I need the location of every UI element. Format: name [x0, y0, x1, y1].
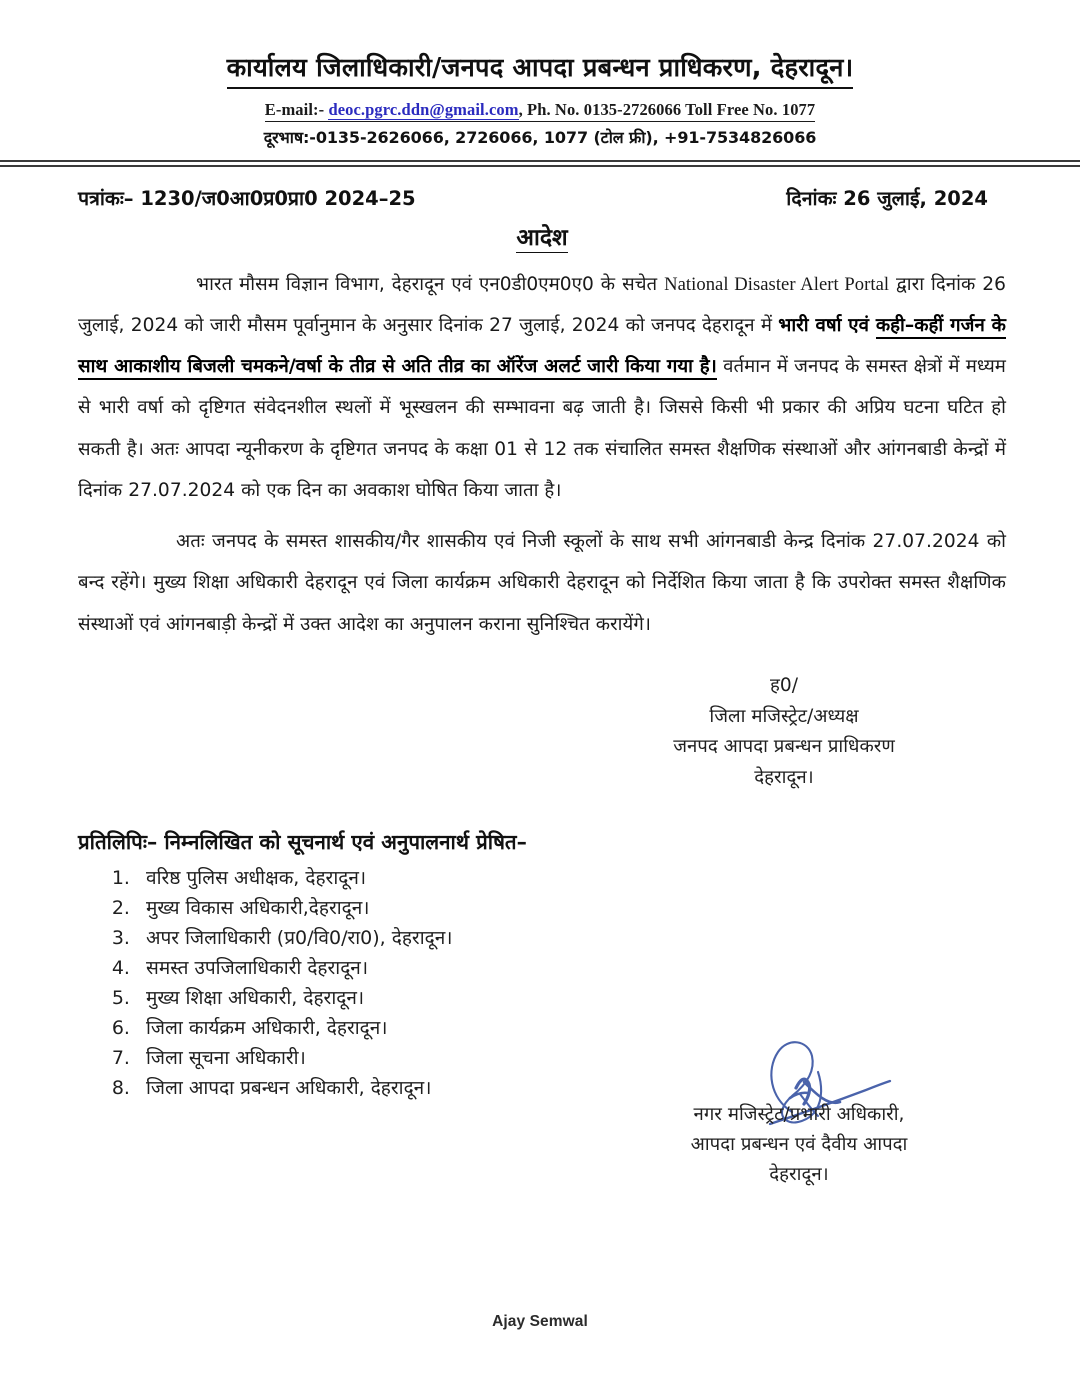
list-item: 4. समस्त उपजिलाधिकारी देहरादून।	[136, 953, 1006, 983]
alert-bold-text: भारी वर्षा एवं	[778, 314, 876, 336]
organization-title: कार्यालय जिलाधिकारी/जनपद आपदा प्रबन्धन प्राधिकरण, देहरादून।	[227, 52, 854, 89]
signature-bottom-line-1: नगर मजिस्ट्रेट/प्रभारी अधिकारी,	[693, 1104, 905, 1125]
list-item: 3. अपर जिलाधिकारी (प्र0/वि0/रा0), देहरादून।	[136, 923, 1006, 953]
para1-part-a: भारत मौसम विज्ञान विभाग, देहरादून एवं एन0डी0एम0ए0 के सचेत	[196, 273, 665, 295]
para1-part-c: वर्तमान में जनपद के समस्त क्षेत्रों में मध्यम से भारी वर्षा को दृष्टिगत संवेदनशील स्थलों में भूस्खलन की सम्भावना बढ़ जाती है। जिससे किसी भी प्रकार की अप्रिय घटना घटित हो सकती है। अतः आपदा न्यूनीकरण के दृष्टिगत जनपद के कक्षा 01 से 12 तक संचालित समस्त शैक्षणिक संस्थाओं और आंगनबाडी केन्द्रों में दिनांक 27.07.2024 को एक दिन का अवकाश घोषित किया जाता है।	[78, 356, 1006, 501]
signature-top-line-4: देहरादून।	[754, 767, 814, 789]
page-title	[78, 220, 1006, 252]
phone-text: , Ph. No. 0135-2726066 Toll Free No. 1077	[518, 99, 816, 119]
reference-number: पत्रांकः– 1230/ज0आ0प्र0प्रा0 2024–25	[78, 186, 416, 210]
signature-bottom-line-3: देहरादून।	[769, 1164, 829, 1186]
signature-top-line-1: ह0/	[770, 675, 798, 697]
para1-portal-name: National Disaster Alert Portal	[664, 273, 890, 295]
list-item: 6. जिला कार्यक्रम अधिकारी, देहरादून।	[136, 1013, 1006, 1043]
copy-to-heading: प्रतिलिपिः– निम्नलिखित को सूचनार्थ एवं अनुपालनार्थ प्रेषित–	[78, 829, 527, 854]
reference-row	[78, 184, 1006, 211]
body-text	[78, 264, 1006, 645]
list-item: 5. मुख्य शिक्षा अधिकारी, देहरादून।	[136, 983, 1006, 1013]
para2-text: अतः जनपद के समस्त शासकीय/गैर शासकीय एवं निजी स्कूलों के साथ सभी आंगनबाडी केन्द्र दिनांक 27.07.2024 को बन्द रहेंगे। मुख्य शिक्षा अधिकारी देहरादून एवं जिला कार्यक्रम अधिकारी देहरादून को निर्देशित किया जाता है कि उपरोक्त समस्त शैक्षणिक संस्थाओं एवं आंगनबाड़ी केन्द्रों में उक्त आदेश का अनुपालन कराना सुनिश्चित करायेंगे।	[78, 531, 1006, 635]
document-date: दिनांकः 26 जुलाई, 2024	[786, 186, 988, 210]
signature-bottom-line-2: आपदा प्रबन्धन एवं दैवीय आपदा	[690, 1134, 908, 1156]
contact-email-line	[0, 100, 1080, 122]
paragraph-1	[78, 264, 1006, 512]
list-item: 7. जिला सूचना अधिकारी।	[136, 1043, 1006, 1073]
list-item: 8. जिला आपदा प्रबन्धन अधिकारी, देहरादून।	[136, 1073, 1006, 1103]
telephone-line: दूरभाष:-0135-2626066, 2726066, 1077 (टोल फ्री), +91-7534826066	[263, 127, 817, 147]
signature-top-line-3: जनपद आपदा प्रबन्धन प्राधिकरण	[673, 736, 895, 758]
document-content	[0, 184, 1080, 1104]
signature-block-top	[584, 671, 984, 794]
order-heading-text: आदेश	[516, 224, 568, 251]
alert-underlined-text: कही–कहीं गर्जन के साथ आकाशीय बिजली चमकने/वर्षा के तीव्र से अति तीव्र का ऑरेंज अलर्ट जारी किया गया है।	[78, 315, 1006, 380]
email-link[interactable]: deoc.pgrc.ddn@gmail.com	[328, 99, 519, 119]
list-item: 2. मुख्य विकास अधिकारी,देहरादून।	[136, 893, 1006, 923]
para1-part-b: द्वारा दिनांक 26 जुलाई, 2024 को जारी मौसम पूर्वानुमान के अनुसार दिनांक 27 जुलाई, 2024 को जनपद देहरादून में	[78, 273, 1006, 336]
copy-to-list	[78, 863, 1006, 1104]
list-item: 1. वरिष्ठ पुलिस अधीक्षक, देहरादून।	[136, 863, 1006, 893]
signature-block-bottom	[604, 1100, 994, 1190]
email-label: E-mail:-	[264, 99, 325, 119]
signature-top-line-2: जिला मजिस्ट्रेट/अध्यक्ष	[709, 705, 859, 727]
paragraph-2	[78, 521, 1006, 645]
header-divider	[0, 160, 1080, 167]
letterhead	[0, 0, 1080, 148]
footer-author-name: Ajay Semwal	[492, 1313, 588, 1330]
